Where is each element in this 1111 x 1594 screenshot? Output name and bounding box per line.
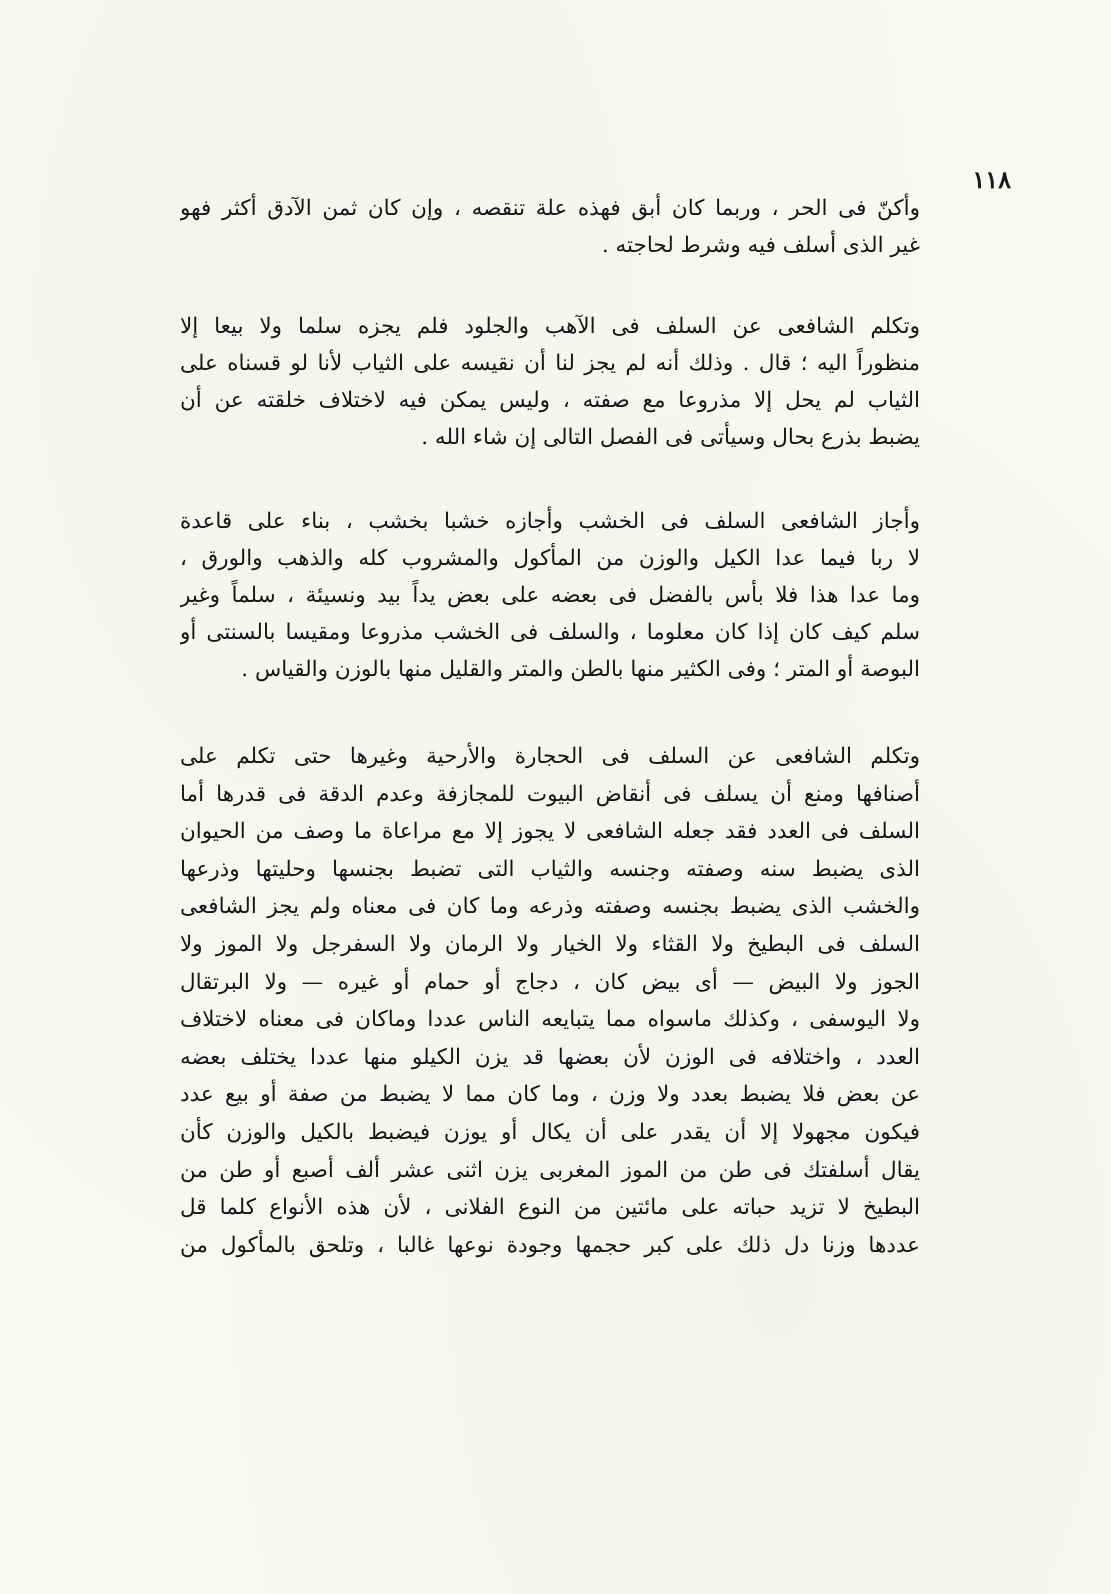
text-line: والخشب الذى يضبط بجنسه وصفته وذرعه وما كان فى معناه ولم يجز الشافعى	[180, 894, 920, 920]
text-line: وتكلم الشافعى عن السلف فى الحجارة والأرحية وغيرها حتى تكلم على	[180, 744, 920, 769]
text-line: البطيخ لا تزيد حباته على مائتين من النوع الفلانى ، لأن هذه الأنواع كلما قل	[180, 1195, 920, 1221]
text-line: وأجاز الشافعى السلف فى الخشب وأجازه خشبا بخشب ، بناء على قاعدة	[180, 509, 920, 534]
text-line: عن بعض فلا يضبط بعدد ولا وزن ، وما كان مما لا يضبط من صفة أو بيع عدد	[180, 1082, 920, 1108]
paragraph-4	[180, 738, 920, 1264]
text-line: غير الذى أسلف فيه وشرط لحاجته .	[601, 233, 920, 258]
paragraph-2	[180, 308, 920, 456]
text-line: يضبط بذرع بحال وسيأتى فى الفصل التالى إن شاء الله .	[421, 425, 920, 450]
text-line: عددها وزنا دل ذلك على كبر حجمها وجودة نوعها غالبا ، وتلحق بالمأكول من	[180, 1232, 920, 1258]
text-line: الثياب لم يحل إلا مذروعا مع صفته ، وليس يمكن فيه لاختلاف خلقته عن أن	[180, 388, 920, 413]
text-line: وأكنّ فى الحر ، وربما كان أبق فهذه علة تنقصه ، وإن كان ثمن الآدق أكثر فهو	[180, 196, 920, 221]
text-line: الجوز ولا البيض — أى بيض كان ، دجاج أو حمام أو غيره — ولا البرتقال	[180, 969, 920, 995]
text-line: أصنافها ومنع أن يسلف فى أنقاض البيوت للمجازفة وعدم الدقة فى قدرها أما	[180, 781, 920, 807]
text-line: العدد ، واختلافه فى الوزن لأن بعضها قد يزن الكيلو منها عددا يختلف بعضه	[180, 1044, 920, 1070]
page-number: ١١٨	[972, 165, 1011, 194]
text-line: السلف فى البطيخ ولا القثاء ولا الخيار ولا الرمان ولا السفرجل ولا الموز ولا	[180, 931, 920, 957]
text-line: سلم كيف كان إذا كان معلوما ، والسلف فى الخشب مذروعا ومقيسا بالسنتى أو	[180, 620, 920, 645]
text-line: السلف فى العدد فقد جعله الشافعى لا يجوز إلا مع مراعاة ما وصف من الحيوان	[180, 819, 920, 845]
text-line: وتكلم الشافعى عن السلف فى الآهب والجلود فلم يجزه سلما ولا بيعا إلا	[180, 314, 920, 339]
text-line: وما عدا هذا فلا بأس بالفضل فى بعضه على بعض يداً بيد ونسيئة ، سلماً وغير	[180, 583, 920, 608]
text-line: ولا اليوسفى ، وكذلك ماسواه مما يتبايعه الناس عددا وماكان فى معناه لاختلاف	[180, 1007, 920, 1033]
text-line: الذى يضبط سنه وصفته وجنسه والثياب التى تضبط بجنسها وحليتها وذرعها	[180, 856, 920, 882]
paragraph-1	[180, 190, 920, 264]
text-line: البوصة أو المتر ؛ وفى الكثير منها بالطن والمتر والقليل منها بالوزن والقياس .	[241, 657, 920, 682]
text-line: فيكون مجهولا إلا أن يقدر على أن يكال أو يوزن فيضبط بالكيل والوزن كأن	[180, 1119, 920, 1145]
text-line: لا ربا فيما عدا الكيل والوزن من المأكول والمشروب كله والذهب والورق ،	[180, 546, 920, 571]
paragraph-3	[180, 503, 920, 688]
text-line: منظوراً اليه ؛ قال . وذلك أنه لم يجز لنا أن نقيسه على الثياب لأنا لو قسناه على	[180, 351, 920, 376]
text-line: يقال أسلفتك فى طن من الموز المغربى يزن اثنى عشر ألف أصبع أو طن من	[180, 1157, 920, 1183]
